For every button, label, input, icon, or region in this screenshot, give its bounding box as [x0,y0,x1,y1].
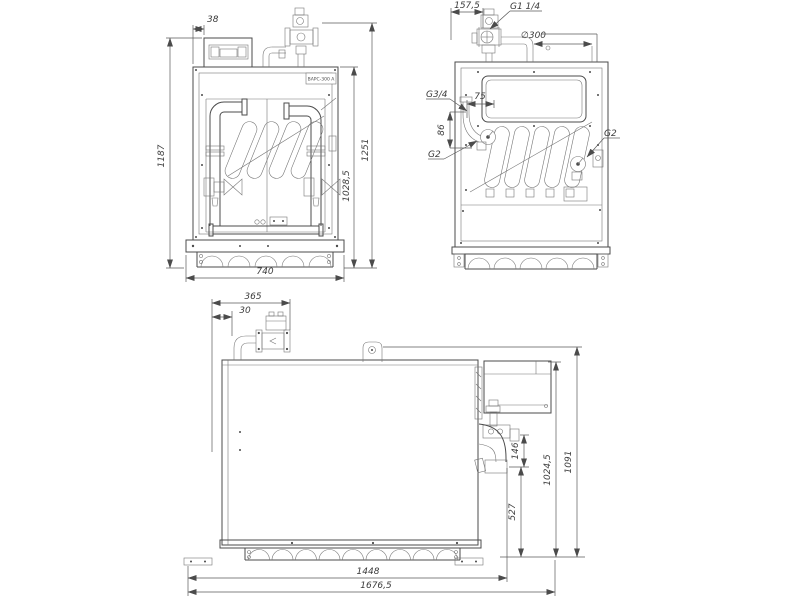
dim-38: 38 [207,15,219,25]
dim-1251: 1251 [361,138,371,162]
control-panel [204,38,252,67]
front-piping [204,98,340,236]
nameplate-text: ВАРС-300 А [307,77,335,83]
front-base [186,240,344,267]
dim-527: 527 [508,503,518,521]
side-base [452,247,610,269]
label-g2-left: G2 [428,150,441,160]
gas-valve-profile [234,312,290,360]
butterfly-valve-right [304,178,340,196]
dim-30: 30 [239,306,251,316]
dim-1024-5: 1024,5 [543,454,553,486]
dim-75: 75 [474,92,486,102]
dim-1028-5: 1028,5 [342,170,352,202]
label-g2-right: G2 [604,129,617,139]
dim-86: 86 [437,124,447,136]
dim-157-5: 157,5 [454,1,480,11]
profile-outline [222,360,478,545]
label-d300: ∅300 [521,31,547,41]
door-panel [482,76,586,122]
dim-1448: 1448 [356,567,380,577]
label-g3-4: G3/4 [426,90,448,100]
profile-dimensions [188,292,585,596]
latch [329,136,336,151]
dim-1676-5: 1676,5 [360,581,392,591]
profile-base [184,540,483,565]
screw-dots [195,69,336,238]
dim-1187: 1187 [157,144,167,168]
dim-740: 740 [256,267,274,277]
side-view [426,1,620,269]
side-latch [593,150,603,167]
dim-1091: 1091 [564,450,574,474]
lifting-bracket [363,342,382,362]
front-view [157,8,377,282]
gauge-left [477,130,496,151]
dim-365: 365 [244,292,262,302]
gauge-right [571,157,586,181]
profile-view [184,292,585,596]
label-g1-14: G1 1/4 [510,2,541,12]
gas-valve-front [263,8,318,67]
cabinet-outline [193,67,338,240]
dim-146: 146 [511,442,521,460]
